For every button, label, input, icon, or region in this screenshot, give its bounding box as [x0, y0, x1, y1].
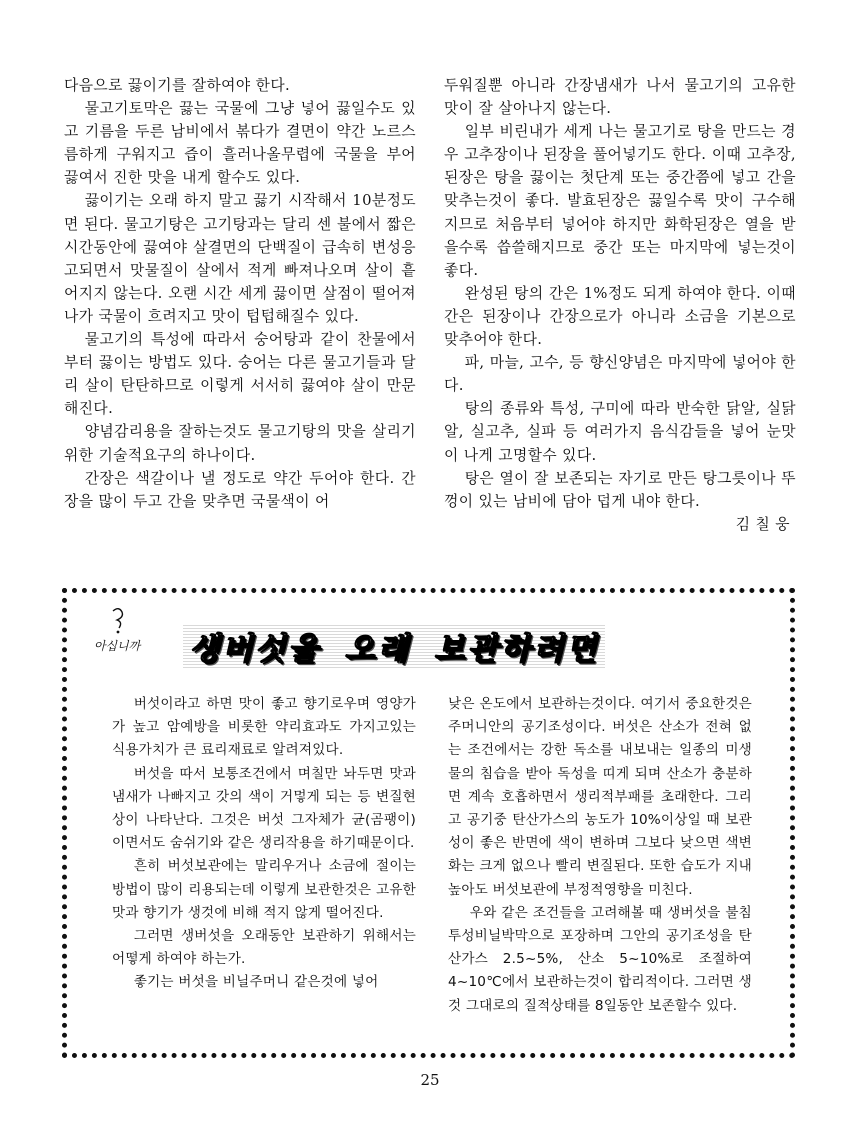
paragraph: 양념감리용을 잘하는것도 물고기탕의 맛을 살리기 위한 기술적요구의 하나이다. — [64, 423, 416, 464]
article-left-column — [64, 74, 416, 513]
paragraph: 우와 같은 조건들을 고려해볼 때 생버섯을 불침투성비닐박막으로 포장하며 그안의 공기조성을 탄산가스 2.5~5%, 산소 5~10%로 조절하여 4~10℃에서 보관하는것이 합리적이다. 그러면 생것 그대로의 질적상태를 8일동안 보존할수 있다. — [448, 904, 752, 1014]
paragraph: 파, 마늘, 고수, 등 향신양념은 마지막에 넣어야 한다. — [444, 354, 796, 395]
question-swirl-icon — [113, 609, 122, 628]
paragraph: 낮은 온도에서 보관하는것이다. 여기서 중요한것은 주머니안의 공기조성이다. 버섯은 산소가 전혀 없는 조건에서는 강한 독소를 내보내는 일종의 미생물의 침습을 받아 독성을 띠게 되며 산소가 충분하면 계속 호흡하면서 생리적부패를 초래한다. 그리고 공기중 탄산가스의 농도가 10%이상일 때 보관성이 좋은 반면에 색이 변하며 그보다 낮으면 색변화는 크게 없으나 빨리 변질된다. 또한 습도가 지내 높아도 버섯보관에 부정적영향을 미친다. — [448, 696, 752, 898]
paragraph: 끓이기는 오래 하지 말고 끓기 시작해서 10분정도면 된다. 물고기탕은 고기탕과는 달리 센 불에서 짧은 시간동안에 끓여야 살결면의 단백질이 급속히 변성응고되면서 맛물질이 살에서 적게 빠져나오며 살이 흩어지지 않는다. 오랜 시간 세게 끓이면 살점이 떨어져나가 국물이 흐려지고 맛이 텁텁해질수 있다. — [64, 192, 416, 325]
paragraph: 일부 비린내가 세게 나는 물고기로 탕을 만드는 경우 고추장이나 된장을 풀어넣기도 한다. 이때 고추장, 된장은 탕을 끓이는 첫단계 또는 중간쯤에 넣고 간을 맞추는것이 좋다. 발효된장은 끓일수록 맛이 구수해지므로 처음부터 넣어야 하지만 화학된장은 열을 받을수록 씁쓸해지므로 중간 또는 마지막에 넣는것이 좋다. — [444, 123, 796, 279]
article-right-column — [444, 74, 796, 536]
swirl-dot — [117, 631, 120, 634]
logo-text: 아십니까 — [93, 639, 141, 653]
boxed-article — [62, 588, 795, 1058]
paragraph: 두워질뿐 아니라 간장냄새가 나서 물고기의 고유한 맛이 잘 살아나지 않는다. — [444, 77, 796, 118]
paragraph: 물고기의 특성에 따라서 숭어탕과 같이 찬물에서부터 끓이는 방법도 있다. 숭어는 다른 물고기들과 달리 살이 탄탄하므로 이렇게 서서히 끓여야 살이 만문해진다. — [64, 331, 416, 418]
paragraph: 흔히 버섯보관에는 말리우거나 소금에 절이는 방법이 많이 리용되는데 이렇게 보관한것은 고유한 맛과 향기가 생것에 비해 적지 않게 떨어진다. — [112, 858, 416, 921]
paragraph: 버섯이라고 하면 맛이 좋고 향기로우며 영양가가 높고 암예방을 비롯한 약리효과도 가지고있는 식용가치가 큰 료리재료로 알려져있다. — [112, 696, 416, 759]
author-name: 김 칠 웅 — [735, 515, 790, 533]
paragraph: 물고기토막은 끓는 국물에 그냥 넣어 끓일수도 있고 기름을 두른 남비에서 볶다가 결면이 약간 노르스름하게 구워지고 즙이 흘러나올무렵에 국물을 부어 끓여서 진한 맛을 내게 할수도 있다. — [64, 100, 416, 187]
box-right-column — [448, 693, 752, 1018]
page-number: 25 — [420, 1071, 440, 1089]
paragraph: 좋기는 버섯을 비닐주머니 같은것에 넣어 — [133, 974, 379, 991]
paragraph: 다음으로 끓이기를 잘하여야 한다. — [64, 77, 291, 94]
section-logo — [85, 605, 149, 657]
paragraph: 완성된 탕의 간은 1%정도 되게 하여야 한다. 이때 간은 된장이나 간장으로가 아니라 소금을 기본으로 맞추어야 한다. — [444, 284, 796, 349]
paragraph: 탕은 열이 잘 보존되는 자기로 만든 탕그릇이나 뚜껑이 있는 남비에 담아 덥게 내야 한다. — [444, 469, 796, 510]
paragraph: 그러면 생버섯을 오래동안 보관하기 위해서는 어떻게 하여야 하는가. — [112, 928, 416, 968]
paragraph: 간장은 색갈이나 낼 정도로 약간 두어야 한다. 간장을 많이 두고 간을 맞추면 국물색이 어 — [64, 469, 416, 510]
paragraph: 버섯을 따서 보통조건에서 며칠만 놔두면 맛과 냄새가 나빠지고 갓의 색이 거멓게 되는 등 변질현상이 나타난다. 그것은 버섯 그자체가 균(곰팽이)이면서도 숨쉬기와 같은 생리작용을 하기때문이다. — [112, 765, 416, 852]
box-left-column — [112, 693, 416, 995]
paragraph: 탕의 종류와 특성, 구미에 따라 반숙한 닭알, 실닭알, 실고추, 실파 등 여러가지 음식감들을 넣어 눈맛이 나게 고명할수 있다. — [444, 400, 796, 464]
box-title: 생버섯을 오래 보관하려면 — [183, 623, 605, 668]
